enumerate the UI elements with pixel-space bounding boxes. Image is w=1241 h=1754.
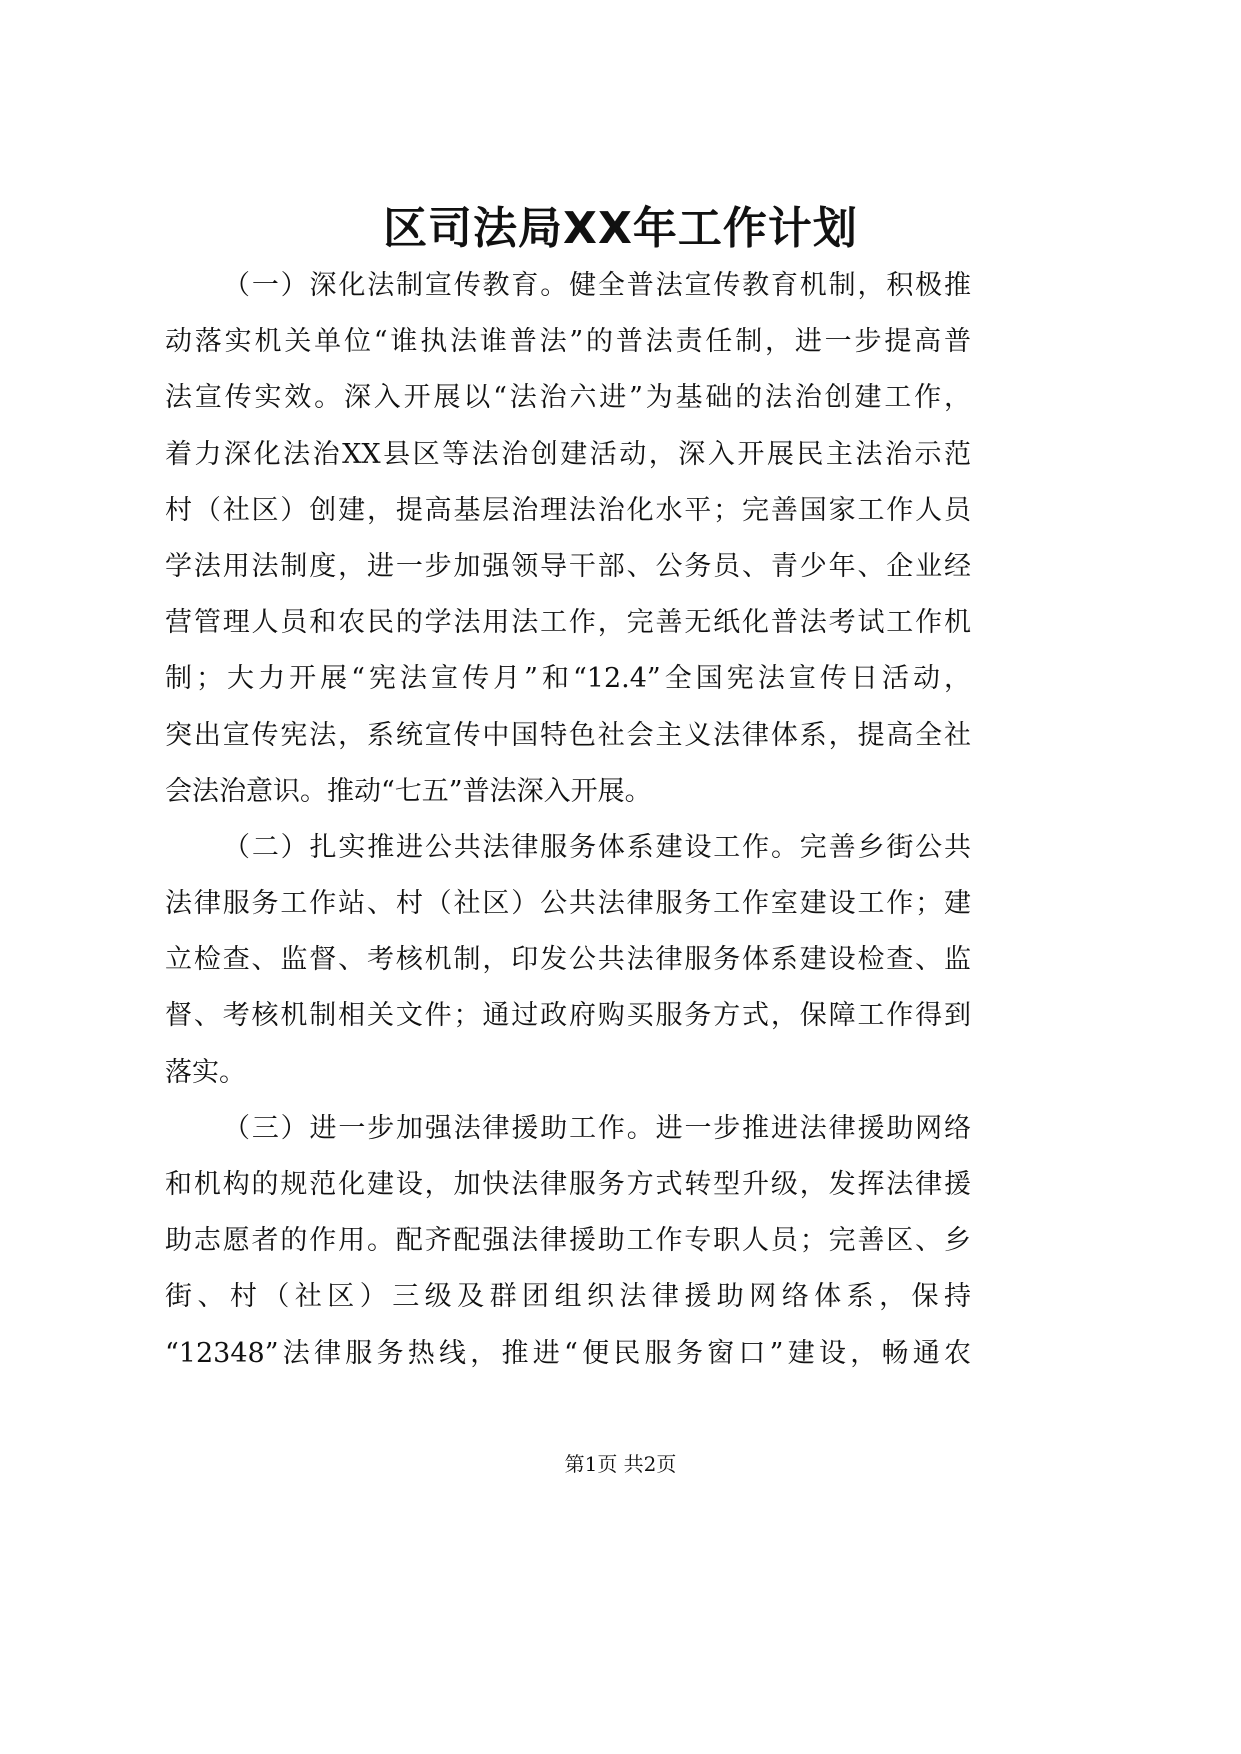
paragraph-line: 立检查、监督、考核机制，印发公共法律服务体系建设检查、监 xyxy=(165,944,971,976)
paragraph-line: 法宣传实效。深入开展以“法治六进”为基础的法治创建工作， xyxy=(165,382,971,414)
paragraph-line: 着力深化法治XX县区等法治创建活动，深入开展民主法治示范 xyxy=(165,438,971,470)
paragraph-line: 村（社区）创建，提高基层治理法治化水平；完善国家工作人员 xyxy=(165,494,971,526)
paragraph-line: 法律服务工作站、村（社区）公共法律服务工作室建设工作；建 xyxy=(165,888,971,920)
paragraph-line: 督、考核机制相关文件；通过政府购买服务方式，保障工作得到 xyxy=(165,1000,971,1032)
paragraph-line: 落实。 xyxy=(165,1056,246,1088)
paragraph-line: 和机构的规范化建设，加快法律服务方式转型升级，发挥法律援 xyxy=(165,1169,971,1200)
paragraph-line: 街、村（社区）三级及群团组织法律援助网络体系，保持 xyxy=(165,1281,971,1313)
paragraph-line: 突出宣传宪法，系统宣传中国特色社会主义法律体系，提高全社 xyxy=(165,719,971,751)
paragraph-line: （一）深化法制宣传教育。健全普法宣传教育机制，积极推 xyxy=(223,270,971,301)
paragraph-line: （二）扎实推进公共法律服务体系建设工作。完善乡街公共 xyxy=(223,831,971,863)
paragraph-line: 学法用法制度，进一步加强领导干部、公务员、青少年、企业经 xyxy=(165,550,971,582)
document-title: 区司法局XX年工作计划 xyxy=(383,203,858,254)
paragraph-line: 动落实机关单位“谁执法谁普法”的普法责任制，进一步提高普 xyxy=(165,326,971,358)
paragraph-line: 会法治意识。推动“七五”普法深入开展。 xyxy=(165,775,652,807)
paragraph-line: 营管理人员和农民的学法用法工作，完善无纸化普法考试工作机 xyxy=(165,607,971,639)
paragraph-line: 制；大力开展“宪法宣传月”和“12.4”全国宪法宣传日活动， xyxy=(165,663,971,695)
document-body xyxy=(165,258,971,1382)
paragraph-line: （三）进一步加强法律援助工作。进一步推进法律援助网络 xyxy=(223,1112,971,1144)
page-footer: 第1页 共2页 xyxy=(564,1452,677,1476)
paragraph-line: “12348”法律服务热线，推进“便民服务窗口”建设，畅通农 xyxy=(165,1337,971,1369)
paragraph-line: 助志愿者的作用。配齐配强法律援助工作专职人员；完善区、乡 xyxy=(165,1225,971,1257)
